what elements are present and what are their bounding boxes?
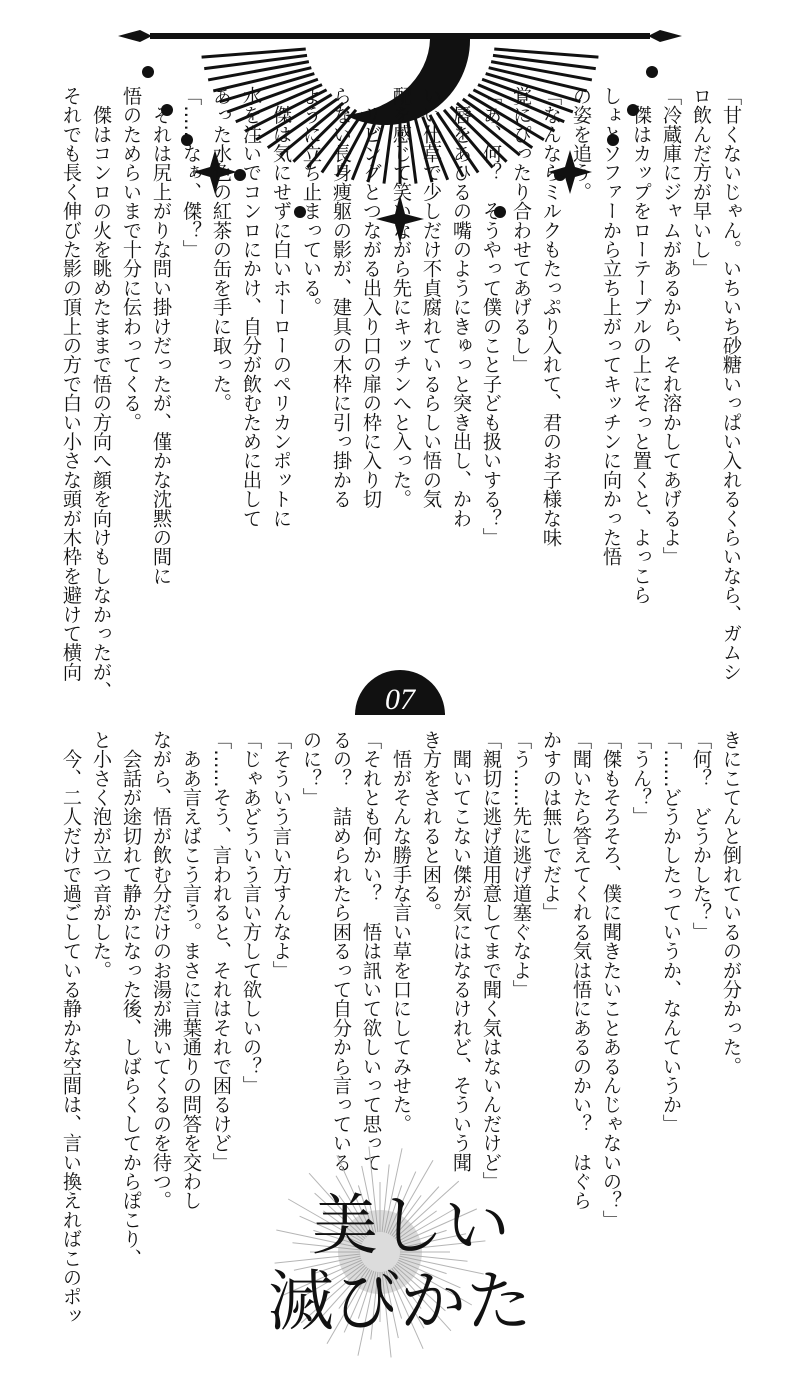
text-line: 「傑もそろそろ、僕に聞きたいことあるんじゃないの？」 [600,730,623,1230]
text-line: 水を注いでコンロにかけ、自分が飲むために出して [240,86,263,528]
text-line: 「甘くないじゃん。いちいち砂糖いっぱい入れるくらいなら、ガムシ [720,86,743,682]
text-line: 「……どうかしたっていうか、なんていうか」 [660,730,683,1134]
text-line: 「……そう、言われると、それはそれで困るけど」 [210,730,233,1172]
chapter-badge [340,655,460,725]
chapter-number: 07 [385,683,415,716]
dot-icon [142,66,154,78]
text-line: 「それとも何かい？ 悟は訊いて欲しいって思って [360,730,383,1172]
text-line: らない長身痩躯の影が、建具の木枠に引っ掛かる [330,86,353,509]
text-line: 会話が途切れて静かになった後、しばらくしてからぽこり、 [120,730,143,1268]
text-line: ように立ち止まっている。 [300,86,323,317]
text-line: 悟がそんな勝手な言い草を口にしてみせた。 [390,730,413,1134]
text-line: かすのは無しでだよ」 [540,730,563,922]
text-line: しょとソファーから立ち上がってキッチンに向かった悟 [600,86,623,566]
title-line-top: 美しい [312,1187,510,1264]
bar-end-left-icon [118,30,152,42]
text-line: 「じゃあどういう言い方して欲しいの？」 [240,730,263,1095]
text-line: 「う……先に逃げ道塞ぐなよ」 [510,730,533,999]
title-art [260,1160,540,1360]
title-line-bottom: 滅びかた [268,1263,532,1340]
text-line: 今、二人だけで過ごしている静かな空間は、言い換えればこのポッ [60,730,83,1326]
text-line: 悟のためらいまで十分に伝わってくる。 [120,86,143,432]
text-line: の姿を追う。 [570,86,593,202]
text-line: 覚にぴったり合わせてあげるし」 [510,86,533,374]
text-line: いい仕草で少しだけ不貞腐れているらしい悟の気 [420,86,443,509]
text-line: 聞いてこない傑が気にはなるけれど、そういう聞 [450,730,473,1172]
text-line: と小さく泡が立つ音がした。 [90,730,113,980]
text-line: ながら、悟が飲む分だけのお湯が沸いてくるのを待つ。 [150,730,173,1210]
text-line: 傑はカップをローテーブルの上にそっと置くと、よっこら [630,86,653,605]
sun-ray [204,55,307,68]
text-line: のに？」 [300,730,323,807]
text-line: 「うん？」 [630,730,653,826]
dot-icon [646,66,658,78]
text-line: きにこてんと倒れているのが分かった。 [720,730,743,1076]
text-line: 傑は気にせずに白いホーローのペリカンポットに [270,86,293,528]
text-line: それは尻上がりな問い掛けだったが、僅かな沈黙の間に [150,86,173,586]
text-line: 「そういう言い方すんなよ」 [270,730,293,980]
text-line: 「……なぁ、傑？」 [180,86,203,259]
text-line: ロ飲んだ方が早いし」 [690,86,713,278]
text-line: 「親切に逃げ道用意してまで聞く気はないんだけど」 [480,730,503,1191]
text-line: き方をされると困る。 [420,730,443,922]
text-line: 「冷蔵庫にジャムがあるから、それ溶かしてあげるよ」 [660,86,683,566]
text-line: それでも長く伸びた影の頂上の方で白い小さな頭が木枠を避けて横向 [60,86,83,682]
ornament-bar [150,33,650,39]
text-line: 「聞いたら答えてくれる気は悟にあるのかい？ はぐら [570,730,593,1210]
sun-ray [493,55,596,68]
text-line: リビングとつながる出入り口の扉の枠に入り切 [360,86,383,509]
text-line: 「あ、何？ そうやって僕のこと子ども扱いする？」 [480,86,503,547]
text-line: 「何？ どうかした？」 [690,730,713,942]
text-line: 「なんならミルクもたっぷり入れて、君のお子様な味 [540,86,563,547]
text-line: 配を感じて笑いながら先にキッチンへと入った。 [390,86,413,509]
sun-ray [202,49,306,57]
text-line: 唇をあひるの嘴のようにきゅっと突き出し、かわ [450,86,473,528]
text-line: るの？ 詰められたら困るって自分から言っている [330,730,353,1172]
bar-end-right-icon [648,30,682,42]
text-line: 傑はコンロの火を眺めたままで悟の方向へ顔を向けもしなかったが、 [90,86,113,701]
text-line: あった水色の紅茶の缶を手に取った。 [210,86,233,413]
sun-ray [494,49,598,57]
text-line: ああ言えばこう言う。まさに言葉通りの問答を交わし [180,730,203,1210]
